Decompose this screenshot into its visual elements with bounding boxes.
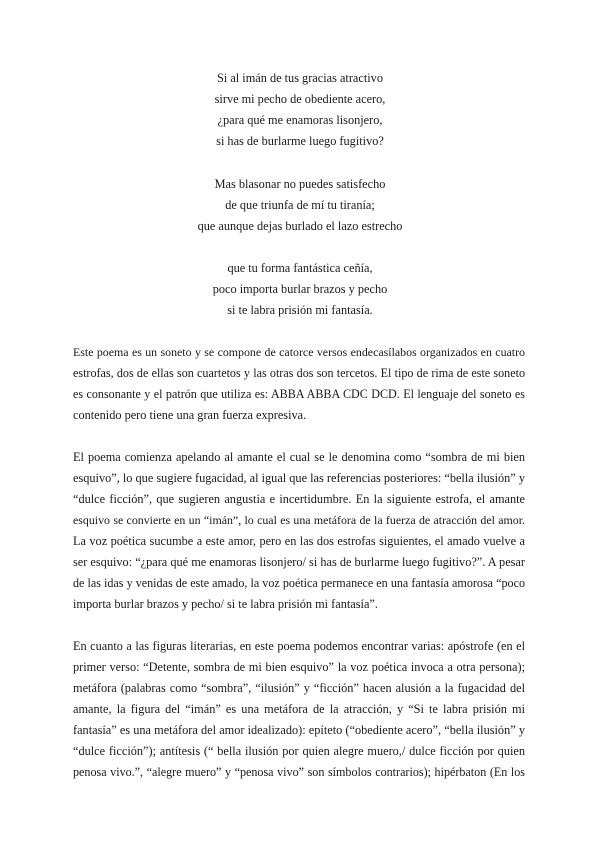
analysis-paragraph-3 xyxy=(73,636,525,783)
paragraph-line: contenido pero tiene una gran fuerza expresiva. xyxy=(73,408,307,422)
paragraph-line: amante, la figura del “imán” es una metáfora de la atracción, y “Si te labra prisión mi xyxy=(73,702,525,716)
paragraph-line: es consonante y el patrón que utiliza es: ABBA ABBA CDC DCD. El lenguaje del soneto es xyxy=(73,387,525,401)
paragraph-line: metáfora (palabras como “sombra”, “ilusión” y “ficción” hacen alusión a la fugacidad del xyxy=(73,681,525,695)
paragraph-line: Este poema es un soneto y se compone de catorce versos endecasílabos organizados en cuatro xyxy=(73,345,525,359)
poem-stanza-3 xyxy=(0,258,600,321)
analysis-paragraph-2 xyxy=(73,447,525,615)
poem-line: poco importa burlar brazos y pecho xyxy=(212,282,388,296)
paragraph-line: estrofas, dos de ellas son cuartetos y las otras dos son tercetos. El tipo de rima de este soneto xyxy=(73,366,525,380)
poem-line: que tu forma fantástica ceñía, xyxy=(227,261,373,275)
poem-stanza-1 xyxy=(0,68,600,152)
paragraph-line: esquivo”, lo que sugiere fugacidad, al igual que las referencias posteriores: “bella ilusión” y xyxy=(73,471,525,485)
poem-line: de que triunfa de mí tu tiranía; xyxy=(225,198,375,212)
paragraph-line: de las idas y venidas de este amado, la voz poética permanece en una fantasía amorosa “poco xyxy=(73,576,525,590)
paragraph-line: ser esquivo: “¿para qué me enamoras lisonjero/ si has de burlarme luego fugitivo?”. A pesar xyxy=(73,555,525,569)
paragraph-line: La voz poética sucumbe a este amor, pero en las dos estrofas siguientes, el amado vuelve a xyxy=(73,534,525,548)
poem-line: si te labra prisión mi fantasía. xyxy=(227,303,373,317)
poem-line: que aunque dejas burlado el lazo estrecho xyxy=(197,219,403,233)
paragraph-line: importa burlar brazos y pecho/ si te labra prisión mi fantasía”. xyxy=(73,597,378,611)
poem-line: Si al imán de tus gracias atractivo xyxy=(217,71,383,85)
poem-line: ¿para qué me enamoras lisonjero, xyxy=(217,113,383,127)
paragraph-line: El poema comienza apelando al amante el cual se le denomina como “sombra de mi bien xyxy=(73,450,525,464)
paragraph-line: “dulce ficción”); antítesis (“ bella ilusión por quien alegre muero,/ dulce ficción por quien xyxy=(73,744,525,758)
paragraph-line: En cuanto a las figuras literarias, en este poema podemos encontrar varias: apóstrofe (en el xyxy=(73,639,525,653)
paragraph-line: esquivo se convierte en un “imán”, lo cual es una metáfora de la fuerza de atracción del amor. xyxy=(73,513,525,527)
paragraph-line: fantasía” es una metáfora del amor idealizado): epíteto (“obediente acero”, “bella ilusión” y xyxy=(73,723,525,737)
paragraph-line: “dulce ficción”, que sugieren angustia e incertidumbre. En la siguiente estrofa, el amante xyxy=(73,492,525,506)
analysis-paragraph-1 xyxy=(73,342,525,426)
paragraph-line: penosa vivo.”, “alegre muero” y “penosa vivo” son símbolos contrarios); hipérbaton (En los xyxy=(73,765,525,779)
paragraph-line: primer verso: “Detente, sombra de mi bien esquivo” la voz poética invoca a otra persona); xyxy=(73,660,525,674)
poem-stanza-2 xyxy=(0,174,600,237)
poem-line: si has de burlarme luego fugitivo? xyxy=(216,134,384,148)
poem-line: Mas blasonar no puedes satisfecho xyxy=(214,177,386,191)
poem-line: sirve mi pecho de obediente acero, xyxy=(214,92,386,106)
